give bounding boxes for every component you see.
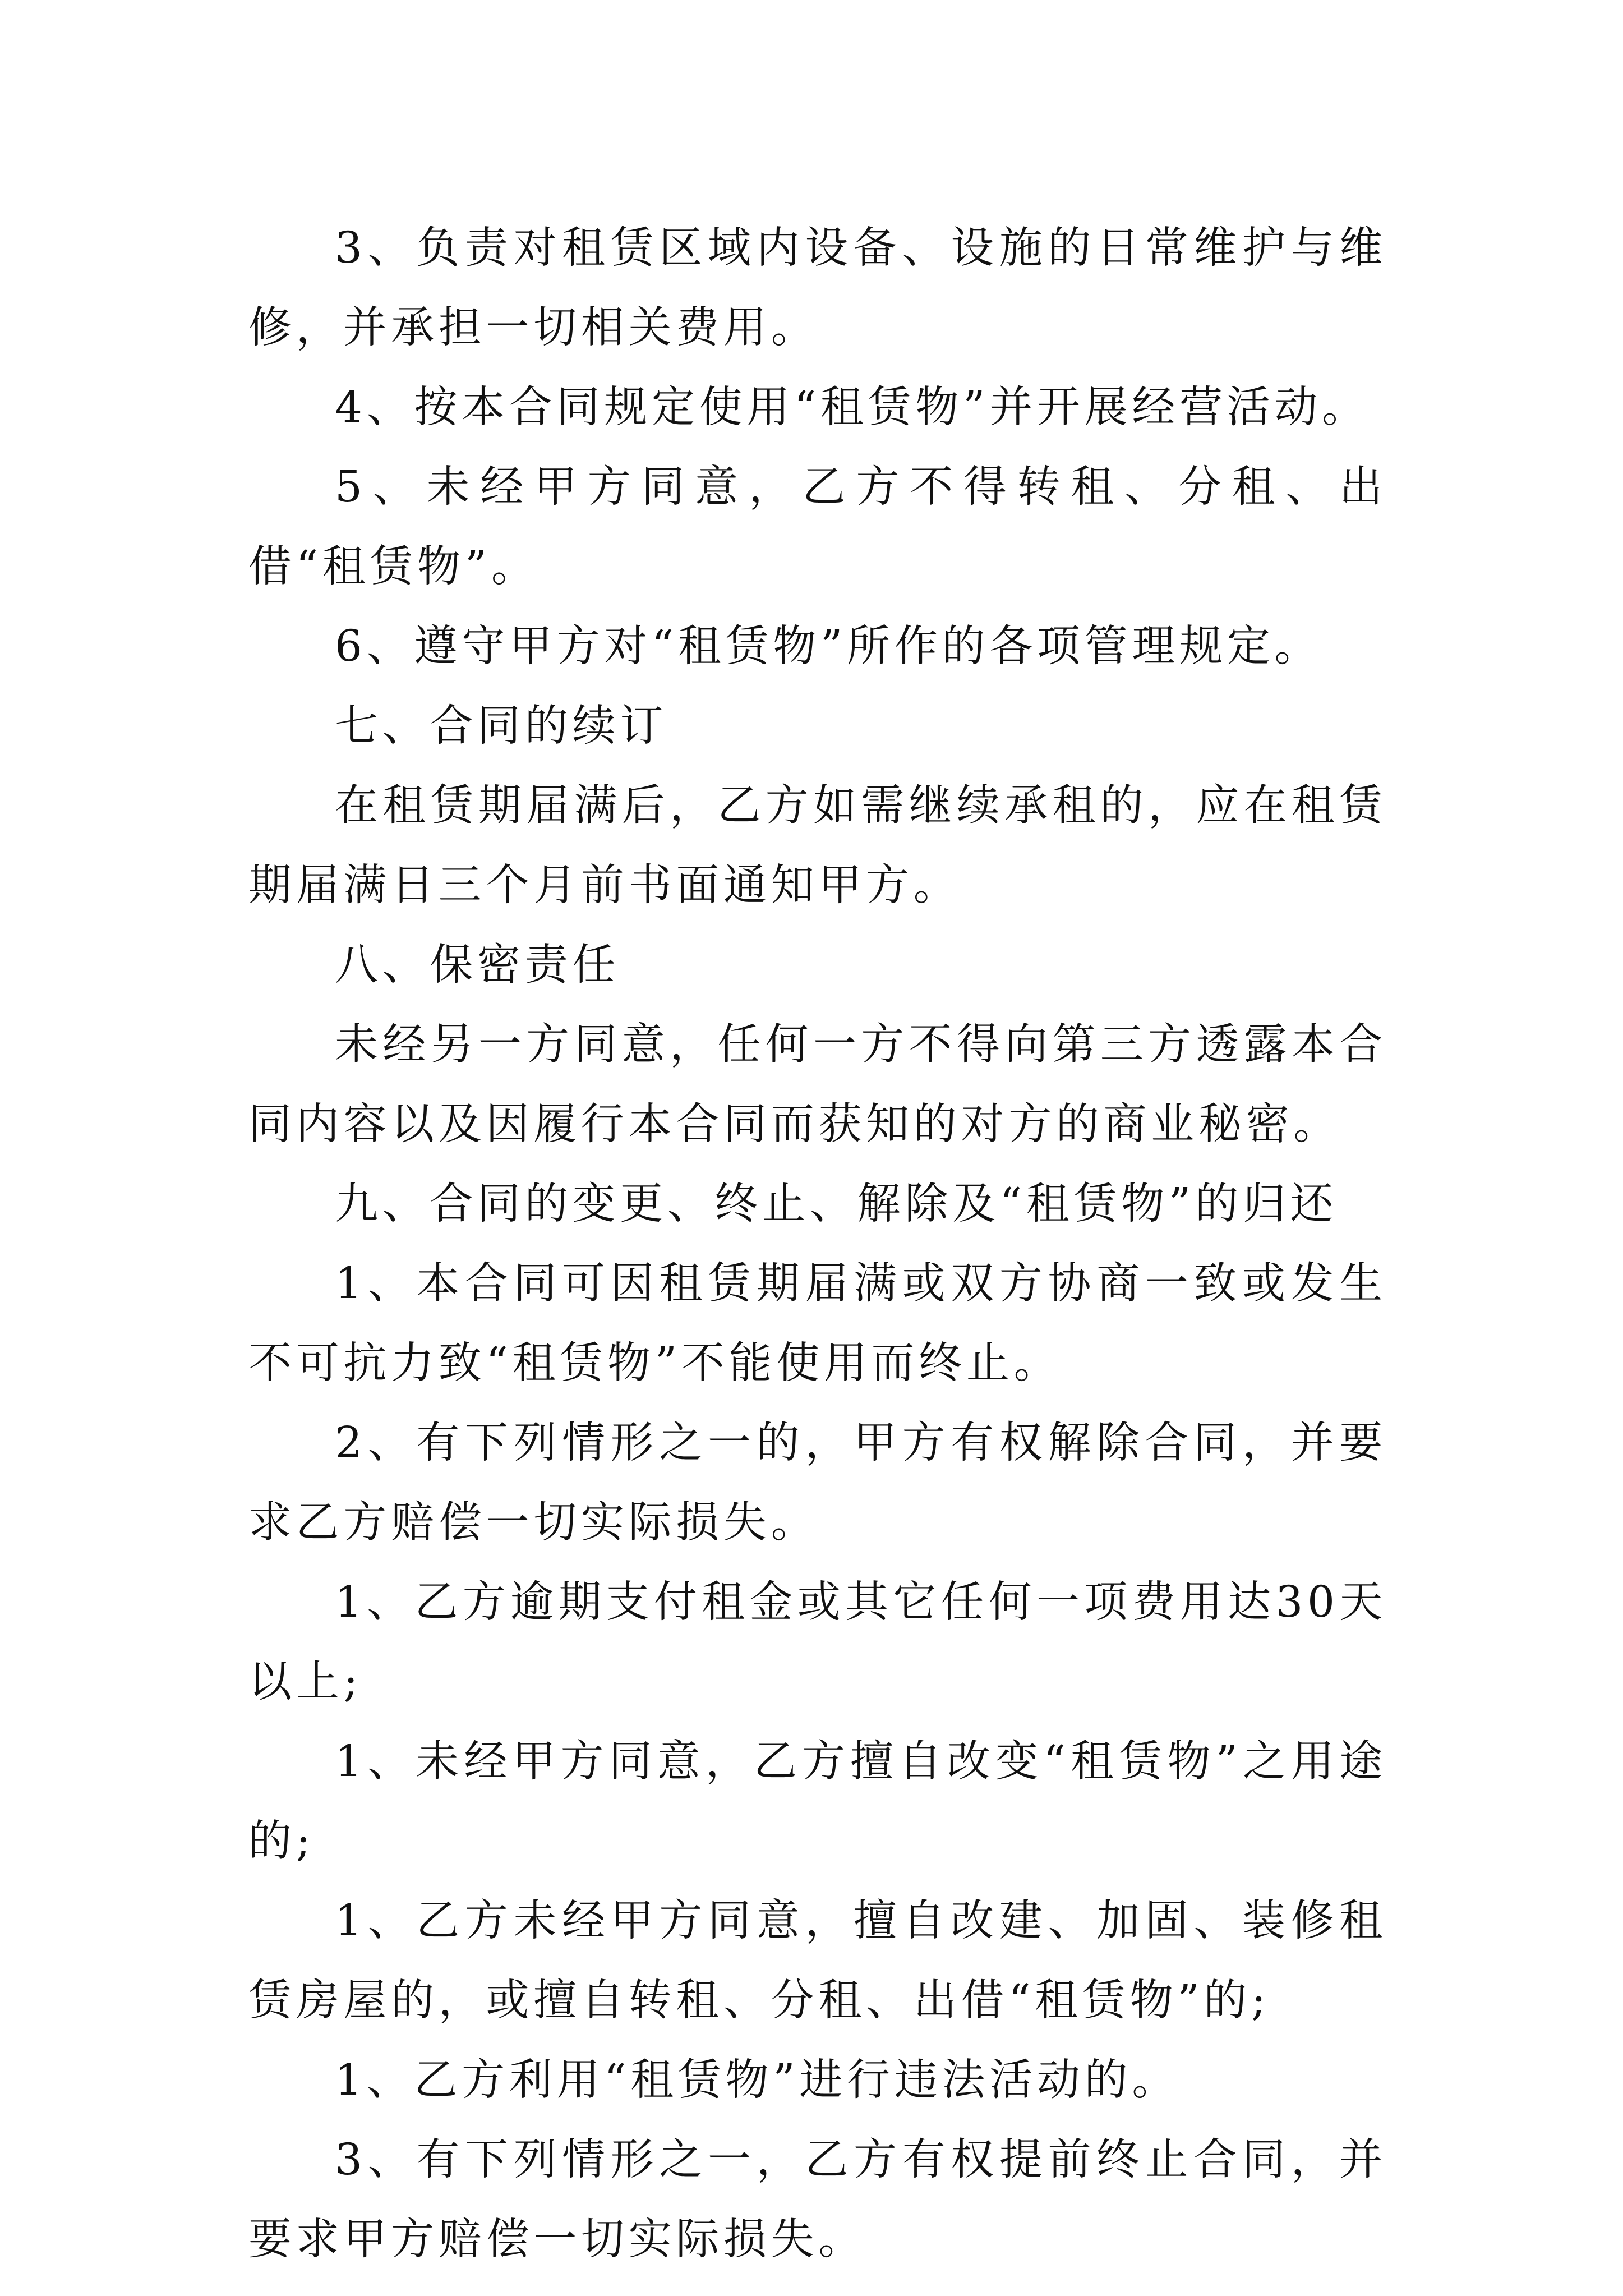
- clause-6-5: 5、未经甲方同意，乙方不得转租、分租、出借“租赁物”。: [248, 462, 1387, 592]
- clause-9-2: 2、有下列情形之一的，甲方有权解除合同，并要求乙方赔偿一切实际损失。: [248, 1418, 1387, 1548]
- section-heading-termination: 九、合同的变更、终止、解除及“租赁物”的归还: [335, 1179, 1338, 1229]
- sub-clause-illegal-activity: 1、乙方利用“租赁物”进行违法活动的。: [335, 2055, 1180, 2105]
- clause-6-3: 3、负责对租赁区域内设备、设施的日常维护与维修，并承担一切相关费用。: [248, 223, 1387, 353]
- renewal-text: 在租赁期届满后，乙方如需继续承租的，应在租赁期届满日三个月前书面通知甲方。: [248, 781, 1387, 910]
- clause-6-6: 6、遵守甲方对“租赁物”所作的各项管理规定。: [335, 622, 1322, 671]
- clause-9-1: 1、本合同可因租赁期届满或双方协商一致或发生不可抗力致“租赁物”不能使用而终止。: [248, 1259, 1387, 1388]
- clause-6-4: 4、按本合同规定使用“租赁物”并开展经营活动。: [335, 383, 1370, 432]
- sub-clause-late-payment: 1、乙方逾期支付租金或其它任何一项费用达30天以上;: [248, 1577, 1387, 1707]
- document-body: [248, 209, 1387, 2280]
- sub-clause-unauthorized-modification: 1、乙方未经甲方同意，擅自改建、加固、装修租赁房屋的，或擅自转租、分租、出借“租赁物”的;: [248, 1896, 1387, 2026]
- section-heading-confidentiality: 八、保密责任: [335, 940, 620, 990]
- sub-clause-change-use: 1、未经甲方同意，乙方擅自改变“租赁物”之用途的;: [248, 1737, 1387, 1866]
- clause-9-3: 3、有下列情形之一，乙方有权提前终止合同，并要求甲方赔偿一切实际损失。: [248, 2135, 1387, 2265]
- confidentiality-text: 未经另一方同意，任何一方不得向第三方透露本合同内容以及因履行本合同而获知的对方的商业秘密。: [248, 1020, 1387, 1149]
- section-heading-renewal: 七、合同的续订: [335, 701, 667, 751]
